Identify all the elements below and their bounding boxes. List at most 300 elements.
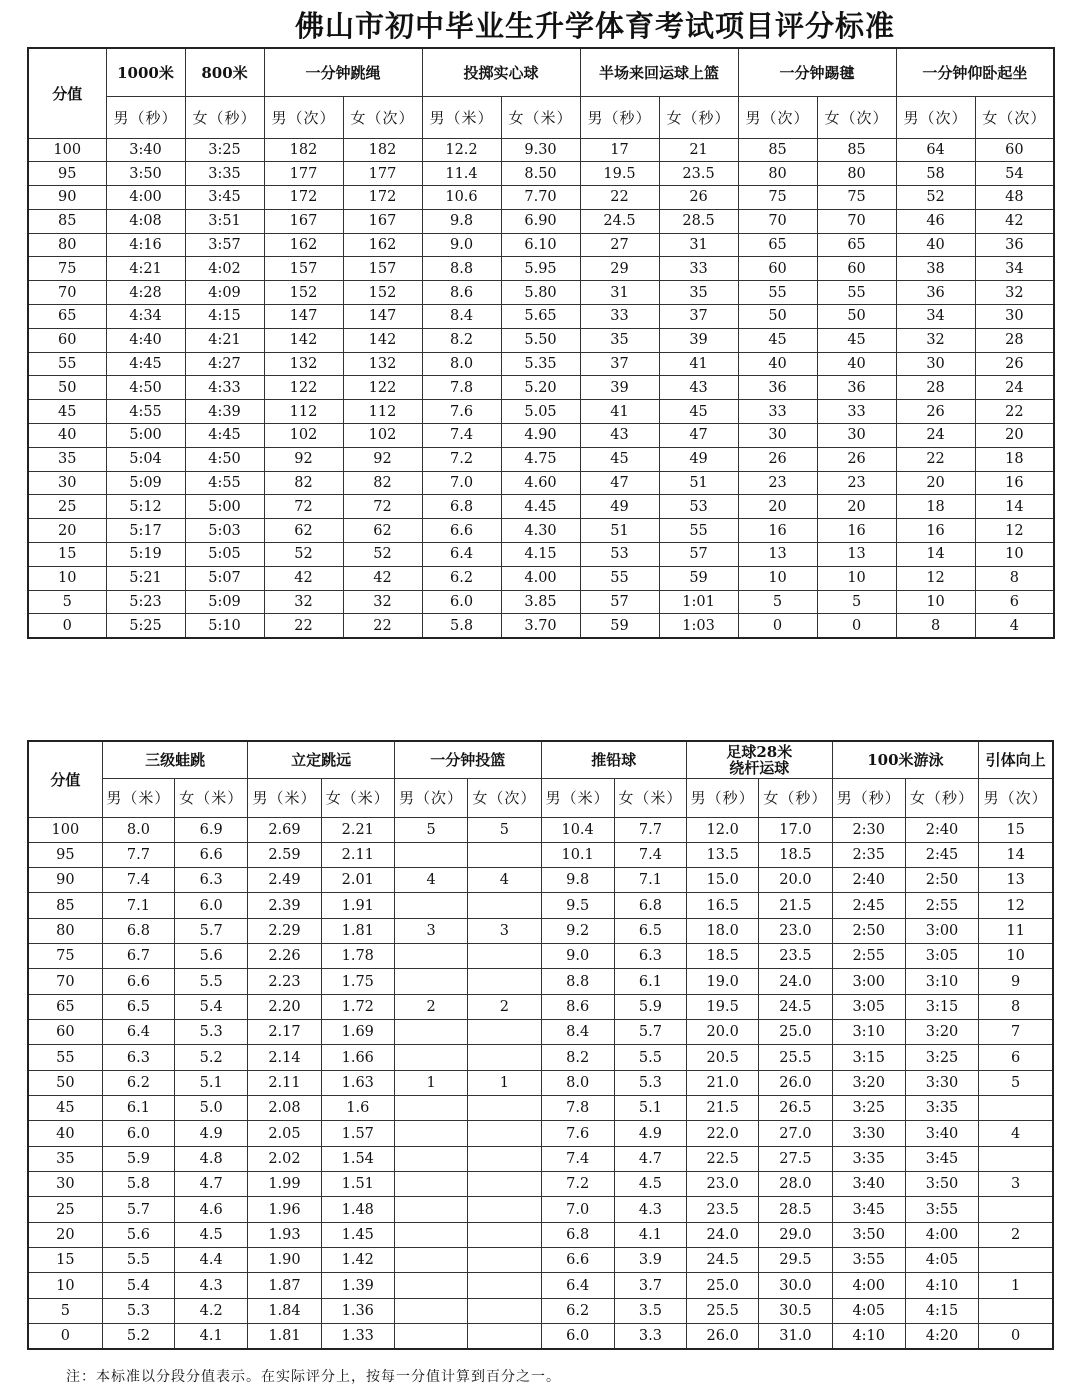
value-cell: 6.6	[541, 1248, 614, 1273]
value-cell: 29	[580, 257, 659, 281]
value-cell: 1	[394, 1070, 467, 1095]
event-header: 推铅球	[541, 741, 687, 778]
table-row	[28, 944, 1053, 969]
value-cell: 52	[896, 186, 975, 210]
value-cell: 5:05	[185, 543, 264, 567]
value-cell: 4.5	[614, 1172, 686, 1197]
unit-header: 女（次）	[343, 96, 422, 138]
value-cell: 9.2	[541, 918, 614, 943]
value-cell: 8.8	[541, 969, 614, 994]
value-cell: 10	[738, 566, 817, 590]
value-cell: 65	[738, 233, 817, 257]
value-cell: 18	[975, 447, 1054, 471]
score-cell: 15	[28, 1248, 102, 1273]
value-cell: 4:00	[106, 186, 185, 210]
value-cell: 1.57	[321, 1121, 394, 1146]
value-cell: 1:03	[659, 614, 738, 638]
value-cell: 92	[264, 447, 343, 471]
value-cell: 82	[343, 471, 422, 495]
value-cell: 1.90	[248, 1248, 321, 1273]
value-cell: 4:27	[185, 352, 264, 376]
value-cell: 4:16	[106, 233, 185, 257]
value-cell: 7	[979, 1020, 1053, 1045]
value-cell: 39	[659, 328, 738, 352]
table-row	[28, 400, 1054, 424]
table-row	[28, 817, 1053, 842]
value-cell: 42	[343, 566, 422, 590]
score-cell: 45	[28, 400, 106, 424]
value-cell: 7.0	[422, 471, 501, 495]
value-cell: 58	[896, 162, 975, 186]
value-cell: 132	[343, 352, 422, 376]
unit-header: 男（米）	[541, 778, 614, 817]
value-cell: 21.5	[759, 893, 832, 918]
value-cell: 32	[896, 328, 975, 352]
value-cell: 6.0	[102, 1121, 174, 1146]
value-cell: 20	[817, 495, 896, 519]
value-cell: 7.6	[541, 1121, 614, 1146]
value-cell: 20.0	[687, 1020, 759, 1045]
value-cell: 14	[896, 543, 975, 567]
value-cell: 55	[817, 281, 896, 305]
value-cell: 16.5	[687, 893, 759, 918]
value-cell	[468, 1273, 541, 1298]
score-table-1	[27, 47, 1055, 639]
table-row	[28, 186, 1054, 210]
value-cell: 1.84	[248, 1298, 321, 1323]
score-cell: 70	[28, 281, 106, 305]
value-cell: 14	[975, 495, 1054, 519]
value-cell: 57	[580, 590, 659, 614]
value-cell: 47	[659, 424, 738, 448]
value-cell	[468, 1020, 541, 1045]
value-cell: 4:15	[185, 305, 264, 329]
value-cell: 6.8	[102, 918, 174, 943]
value-cell: 8.50	[501, 162, 580, 186]
value-cell: 50	[817, 305, 896, 329]
value-cell: 5.65	[501, 305, 580, 329]
unit-header: 男（次）	[264, 96, 343, 138]
value-cell: 177	[343, 162, 422, 186]
page-title: 佛山市初中毕业生升学体育考试项目评分标准	[294, 9, 895, 43]
value-cell: 3:55	[832, 1248, 905, 1273]
value-cell: 182	[264, 138, 343, 162]
value-cell: 9.30	[501, 138, 580, 162]
value-cell: 2:30	[832, 817, 905, 842]
value-cell: 62	[343, 519, 422, 543]
table-row	[28, 969, 1053, 994]
value-cell: 5	[979, 1070, 1053, 1095]
value-cell: 5.5	[102, 1248, 174, 1273]
value-cell: 5	[394, 817, 467, 842]
value-cell: 26	[975, 352, 1054, 376]
score-cell: 0	[28, 1324, 102, 1349]
value-cell: 5.9	[102, 1146, 174, 1171]
value-cell: 27.5	[759, 1146, 832, 1171]
value-cell: 10	[896, 590, 975, 614]
value-cell: 3.9	[614, 1248, 686, 1273]
unit-header: 女（米）	[321, 778, 394, 817]
table-row	[28, 868, 1053, 893]
value-cell: 6.5	[102, 994, 174, 1019]
score-cell: 40	[28, 424, 106, 448]
value-cell: 157	[264, 257, 343, 281]
value-cell: 29.5	[759, 1248, 832, 1273]
value-cell: 1.81	[321, 918, 394, 943]
score-cell: 85	[28, 209, 106, 233]
table-row	[28, 1248, 1053, 1273]
value-cell: 28.0	[759, 1172, 832, 1197]
value-cell: 2.01	[321, 868, 394, 893]
value-cell: 8	[896, 614, 975, 638]
value-cell	[468, 1222, 541, 1247]
score-cell: 5	[28, 1298, 102, 1323]
value-cell	[468, 1096, 541, 1121]
value-cell: 2.39	[248, 893, 321, 918]
value-cell	[394, 1248, 467, 1273]
value-cell: 3.85	[501, 590, 580, 614]
value-cell: 6.4	[422, 543, 501, 567]
value-cell: 167	[264, 209, 343, 233]
value-cell: 4.15	[501, 543, 580, 567]
score-cell: 75	[28, 944, 102, 969]
value-cell: 22	[896, 447, 975, 471]
value-cell: 13.5	[687, 842, 759, 867]
score-cell: 55	[28, 1045, 102, 1070]
value-cell: 182	[343, 138, 422, 162]
value-cell: 4.00	[501, 566, 580, 590]
score-cell: 0	[28, 614, 106, 638]
table-row	[28, 1146, 1053, 1171]
value-cell: 5:17	[106, 519, 185, 543]
score-cell: 65	[28, 994, 102, 1019]
value-cell: 5.2	[175, 1045, 248, 1070]
value-cell: 22.5	[687, 1146, 759, 1171]
value-cell: 6.90	[501, 209, 580, 233]
value-cell: 2.08	[248, 1096, 321, 1121]
value-cell: 36	[738, 376, 817, 400]
value-cell: 21.5	[687, 1096, 759, 1121]
unit-header: 女（秒）	[185, 96, 264, 138]
value-cell: 5.05	[501, 400, 580, 424]
value-cell: 38	[896, 257, 975, 281]
value-cell: 3:00	[905, 918, 978, 943]
value-cell: 26	[738, 447, 817, 471]
value-cell: 5.3	[102, 1298, 174, 1323]
value-cell: 8	[975, 566, 1054, 590]
value-cell: 26	[659, 186, 738, 210]
table-row	[28, 1273, 1053, 1298]
value-cell: 65	[817, 233, 896, 257]
value-cell: 23.0	[687, 1172, 759, 1197]
value-cell	[394, 1146, 467, 1171]
value-cell: 6.0	[541, 1324, 614, 1349]
value-cell: 4.8	[175, 1146, 248, 1171]
value-cell: 1.39	[321, 1273, 394, 1298]
value-cell: 132	[264, 352, 343, 376]
value-cell: 2	[979, 1222, 1053, 1247]
value-cell: 4.90	[501, 424, 580, 448]
score-cell: 30	[28, 1172, 102, 1197]
value-cell: 16	[896, 519, 975, 543]
value-cell: 4:15	[905, 1298, 978, 1323]
table-row	[28, 1324, 1053, 1349]
value-cell: 2.21	[321, 817, 394, 842]
score-cell: 10	[28, 566, 106, 590]
value-cell: 18.0	[687, 918, 759, 943]
value-cell: 8.6	[422, 281, 501, 305]
value-cell: 4:55	[185, 471, 264, 495]
value-cell: 4.3	[175, 1273, 248, 1298]
value-cell: 3:45	[832, 1197, 905, 1222]
value-cell: 4	[975, 614, 1054, 638]
value-cell: 16	[738, 519, 817, 543]
unit-header: 女（次）	[468, 778, 541, 817]
score-cell: 50	[28, 1070, 102, 1095]
value-cell: 2:40	[832, 868, 905, 893]
value-cell: 33	[659, 257, 738, 281]
value-cell: 4.4	[175, 1248, 248, 1273]
value-cell: 46	[896, 209, 975, 233]
value-cell: 2:35	[832, 842, 905, 867]
unit-header: 女（米）	[175, 778, 248, 817]
value-cell: 162	[343, 233, 422, 257]
value-cell: 26.5	[759, 1096, 832, 1121]
value-cell: 3:40	[832, 1172, 905, 1197]
value-cell: 55	[659, 519, 738, 543]
value-cell: 8.0	[102, 817, 174, 842]
value-cell: 19.0	[687, 969, 759, 994]
value-cell: 3:35	[185, 162, 264, 186]
value-cell: 5.1	[614, 1096, 686, 1121]
value-cell: 7.4	[102, 868, 174, 893]
value-cell	[468, 1172, 541, 1197]
value-cell: 8.4	[541, 1020, 614, 1045]
value-cell: 5:21	[106, 566, 185, 590]
value-cell: 26	[817, 447, 896, 471]
event-header: 一分钟踢毽	[738, 48, 896, 96]
value-cell: 4:00	[832, 1273, 905, 1298]
value-cell: 20	[738, 495, 817, 519]
value-cell: 5:09	[106, 471, 185, 495]
value-cell: 162	[264, 233, 343, 257]
value-cell: 23.5	[687, 1197, 759, 1222]
value-cell: 55	[580, 566, 659, 590]
value-cell: 43	[580, 424, 659, 448]
value-cell: 5.8	[102, 1172, 174, 1197]
value-cell: 10	[975, 543, 1054, 567]
event-header: 立定跳远	[248, 741, 395, 778]
score-cell: 35	[28, 447, 106, 471]
value-cell: 5	[738, 590, 817, 614]
score-cell: 30	[28, 471, 106, 495]
score-cell: 85	[28, 893, 102, 918]
value-cell: 3:45	[185, 186, 264, 210]
value-cell: 30.0	[759, 1273, 832, 1298]
value-cell: 52	[343, 543, 422, 567]
value-cell: 22	[580, 186, 659, 210]
value-cell	[979, 1298, 1053, 1323]
value-cell: 5.50	[501, 328, 580, 352]
value-cell: 22.0	[687, 1121, 759, 1146]
unit-header: 男（米）	[248, 778, 321, 817]
table-row	[28, 447, 1054, 471]
value-cell: 42	[264, 566, 343, 590]
value-cell: 172	[343, 186, 422, 210]
value-cell: 2.11	[321, 842, 394, 867]
value-cell	[394, 1222, 467, 1247]
value-cell: 31	[659, 233, 738, 257]
value-cell: 5.3	[614, 1070, 686, 1095]
value-cell: 2:40	[905, 817, 978, 842]
value-cell: 4.9	[614, 1121, 686, 1146]
value-cell	[394, 1096, 467, 1121]
value-cell: 7.7	[614, 817, 686, 842]
unit-header: 男（次）	[979, 778, 1053, 817]
value-cell: 1.96	[248, 1197, 321, 1222]
table-row	[28, 352, 1054, 376]
value-cell: 20	[896, 471, 975, 495]
value-cell: 3:10	[905, 969, 978, 994]
value-cell: 3:40	[106, 138, 185, 162]
value-cell: 23.5	[759, 944, 832, 969]
value-cell: 30.5	[759, 1298, 832, 1323]
value-cell: 5:00	[106, 424, 185, 448]
event-header: 足球28米 绕杆运球	[687, 741, 833, 778]
event-header: 引体向上	[979, 741, 1053, 778]
value-cell: 6.9	[175, 817, 248, 842]
unit-header: 男（次）	[738, 96, 817, 138]
value-cell: 6.3	[614, 944, 686, 969]
value-cell: 19.5	[687, 994, 759, 1019]
value-cell: 3.5	[614, 1298, 686, 1323]
table-row	[28, 1121, 1053, 1146]
value-cell: 1	[468, 1070, 541, 1095]
value-cell: 8	[979, 994, 1053, 1019]
value-cell: 1.45	[321, 1222, 394, 1247]
value-cell: 7.7	[102, 842, 174, 867]
value-cell: 1.99	[248, 1172, 321, 1197]
value-cell: 6.3	[175, 868, 248, 893]
value-cell: 3:50	[832, 1222, 905, 1247]
value-cell: 60	[817, 257, 896, 281]
value-cell: 35	[580, 328, 659, 352]
value-cell: 142	[264, 328, 343, 352]
value-cell: 4:50	[106, 376, 185, 400]
value-cell: 51	[659, 471, 738, 495]
value-cell	[468, 893, 541, 918]
value-cell: 4.6	[175, 1197, 248, 1222]
value-cell	[468, 1298, 541, 1323]
value-cell: 4:28	[106, 281, 185, 305]
value-cell: 20.0	[759, 868, 832, 893]
value-cell: 5:25	[106, 614, 185, 638]
score-cell: 90	[28, 186, 106, 210]
value-cell: 40	[896, 233, 975, 257]
value-cell: 12.0	[687, 817, 759, 842]
value-cell	[468, 1146, 541, 1171]
footnote: 注：本标准以分段分值表示。在实际评分上，按每一分值计算到百分之一。	[66, 1369, 561, 1385]
value-cell: 5.6	[102, 1222, 174, 1247]
value-cell: 4:40	[106, 328, 185, 352]
table-row	[28, 1172, 1053, 1197]
value-cell: 6.7	[102, 944, 174, 969]
value-cell: 5:23	[106, 590, 185, 614]
value-cell: 4.7	[175, 1172, 248, 1197]
value-cell: 3	[468, 918, 541, 943]
value-cell: 3:57	[185, 233, 264, 257]
table-row	[28, 1222, 1053, 1247]
value-cell: 54	[975, 162, 1054, 186]
unit-header: 男（秒）	[832, 778, 905, 817]
value-cell: 48	[975, 186, 1054, 210]
value-cell: 3:05	[905, 944, 978, 969]
value-cell: 3:25	[905, 1045, 978, 1070]
score-cell: 95	[28, 842, 102, 867]
value-cell	[394, 1273, 467, 1298]
value-cell: 16	[975, 471, 1054, 495]
value-cell: 3:20	[832, 1070, 905, 1095]
value-cell: 2.02	[248, 1146, 321, 1171]
value-cell: 5.7	[614, 1020, 686, 1045]
value-cell: 1.42	[321, 1248, 394, 1273]
value-cell: 0	[979, 1324, 1053, 1349]
table-row	[28, 305, 1054, 329]
value-cell: 45	[659, 400, 738, 424]
value-cell: 6.6	[422, 519, 501, 543]
value-cell: 6	[975, 590, 1054, 614]
value-cell: 5:00	[185, 495, 264, 519]
value-cell: 41	[580, 400, 659, 424]
value-cell: 152	[343, 281, 422, 305]
unit-header: 男（米）	[422, 96, 501, 138]
value-cell	[394, 1045, 467, 1070]
value-cell: 4.60	[501, 471, 580, 495]
event-header: 800米	[185, 48, 264, 96]
value-cell: 40	[738, 352, 817, 376]
value-cell: 177	[264, 162, 343, 186]
score-cell: 100	[28, 817, 102, 842]
value-cell: 52	[264, 543, 343, 567]
value-cell: 6.0	[422, 590, 501, 614]
value-cell: 5.95	[501, 257, 580, 281]
value-cell: 50	[738, 305, 817, 329]
value-cell: 4:21	[106, 257, 185, 281]
value-cell: 22	[264, 614, 343, 638]
value-cell: 5	[817, 590, 896, 614]
value-cell: 147	[264, 305, 343, 329]
table-row	[28, 1298, 1053, 1323]
value-cell: 18	[896, 495, 975, 519]
value-cell: 10.6	[422, 186, 501, 210]
value-cell: 60	[738, 257, 817, 281]
value-cell: 33	[738, 400, 817, 424]
value-cell: 20.5	[687, 1045, 759, 1070]
table-row	[28, 994, 1053, 1019]
table-row	[28, 162, 1054, 186]
value-cell: 29.0	[759, 1222, 832, 1247]
value-cell: 7.8	[541, 1096, 614, 1121]
value-cell: 12.2	[422, 138, 501, 162]
value-cell: 10.4	[541, 817, 614, 842]
score-cell: 25	[28, 1197, 102, 1222]
score-cell: 50	[28, 376, 106, 400]
value-cell	[468, 1248, 541, 1273]
value-cell	[394, 842, 467, 867]
value-cell: 4.2	[175, 1298, 248, 1323]
value-cell: 23	[738, 471, 817, 495]
value-cell: 6.1	[614, 969, 686, 994]
